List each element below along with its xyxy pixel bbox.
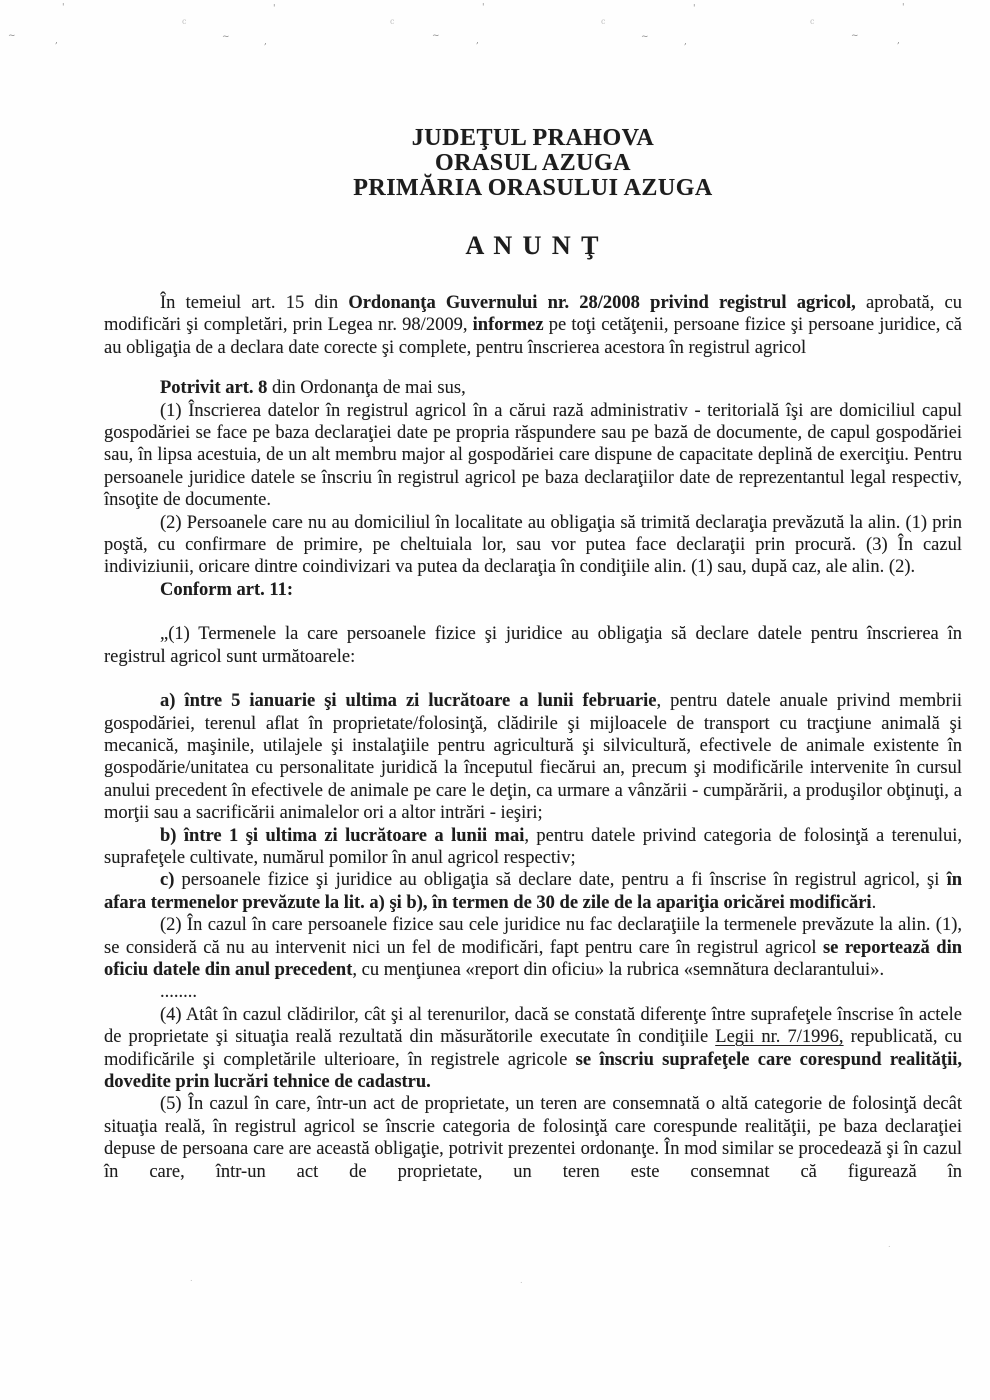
header-line-townhall: PRIMĂRIA ORASULUI AZUGA <box>353 175 713 201</box>
text-segment: Potrivit art. 8 <box>160 378 268 399</box>
text-segment: (1) Înscrierea datelor în registrul agricol în a cărui rază administrativ - teritorială îşi are domiciliul capul gospodăriei se face pe baza declaraţiei date pe propria răspundere sau pe bază de documente, de capul gospodăriei sau, în lipsa acestuia, de un alt membru major al gospodăriei care dispune de capacitate deplină de exerciţiu. Pentru persoanele juridice datele se înscriu în registrul agricol pe baza declaraţiilor date de reprezentantul legal respectiv, însoţite de documente. <box>104 400 962 511</box>
text-segment: persoanele fizice şi juridice au obligaţia să declare date, pentru a fi înscrise în registrul agricol, şi <box>174 870 947 891</box>
text-segment: se reportează din oficiu datele din anul precedent <box>104 937 962 980</box>
paragraph <box>104 869 962 914</box>
document-body <box>104 292 962 1183</box>
paragraph <box>104 1093 962 1183</box>
header-line-county: JUDEŢUL PRAHOVA <box>411 125 655 151</box>
text-segment: c) <box>160 870 175 891</box>
text-segment: (2) În cazul în care persoanele fizice sau cele juridice nu fac declaraţiile la termenele prevăzute la alin. (1), se consideră că nu au intervenit nici un fel de modificări, fapt pentru care în registrul agricol <box>104 915 962 958</box>
text-segment: aprobată, cu modificări şi completări, prin Legea nr. 98/2009, <box>104 293 963 336</box>
paragraph <box>104 292 962 359</box>
paragraph <box>104 579 962 601</box>
text-segment: . <box>871 892 877 913</box>
text-segment: (5) În cazul în care, într-un act de proprietate, un teren are consemnată o altă categorie de folosinţă decât situaţia reală, în registrul agricol se înscrie categoria de folosinţă care corespunde realităţii, pe baza declaraţiei depuse de persoana care are această obligaţie, potrivit prezentei ordonanţe. În mod similar se procedează şi în cazul în care, într-un act de proprietate, un teren este consemnat că figurează în <box>104 1094 962 1182</box>
text-segment: din Ordonanţa de mai sus, <box>267 378 466 399</box>
paragraph <box>104 1004 962 1094</box>
text-segment: „(1) Termenele la care persoanele fizice şi juridice au obligaţia să declare datele pentru înscrierea în registrul agricol sunt următoarele: <box>104 624 962 667</box>
document <box>104 126 962 1183</box>
text-segment: b) între 1 şi ultima zi lucrătoare a lunii mai <box>160 825 525 846</box>
document-header <box>104 126 962 201</box>
text-segment: Ordonanţa Guvernului nr. 28/2008 privind registrul agricol, <box>348 293 856 313</box>
text-segment: Conform art. 11: <box>160 579 294 600</box>
paragraph <box>104 825 962 870</box>
paragraph <box>104 981 962 1003</box>
text-segment: (4) Atât în cazul clădirilor, cât şi al terenurilor, dacă se constată diferenţe între suprafeţele înscrise în actele de proprietate şi situaţia reală rezultată din măsurătorile executate în condiţiile <box>104 1004 962 1048</box>
paragraph <box>104 623 962 668</box>
text-segment: Legii nr. 7/1996, <box>715 1027 844 1048</box>
paragraph <box>104 377 962 399</box>
text-segment: pe toţi cetăţenii, persoane fizice şi persoane juridice, că au obligaţia de a declara date corecte şi complete, pentru înscrierea acestora în registrul agricol <box>104 315 962 358</box>
text-segment: informez <box>472 315 544 336</box>
text-segment: ........ <box>160 982 197 1003</box>
text-segment: (2) Persoanele care nu au domiciliul în localitate au obligaţia să trimită declaraţia prevăzută la alin. (1) prin poştă, cu confirmare de primire, pe cheltuiala lor, sau vor putea face declaraţii prin procură. (3) În cazul indiviziunii, oricare dintre coindivizari va putea da declaraţia în condiţiile alin. (1) sau, după caz, ale alin. (2). <box>104 512 962 578</box>
paragraph <box>104 512 962 579</box>
paragraph <box>104 690 962 824</box>
text-segment: , cu menţiunea «report din oficiu» la rubrica «semnătura declarantului». <box>352 959 885 980</box>
text-segment: în afara termenelor prevăzute la lit. a) şi b), în termen de 30 de zile de la apariţia oricărei modificări <box>104 870 962 913</box>
text-segment: a) între 5 ianuarie şi ultima zi lucrătoare a lunii februarie <box>160 691 657 712</box>
text-segment: , pentru datele privind categoria de folosinţă a terenului, suprafeţele cultivate, numărul pomilor în anul agricol respectiv; <box>104 825 962 868</box>
document-title: A N U N Ţ <box>465 231 601 260</box>
text-segment: , pentru datele anuale privind membrii gospodăriei, terenul aflat în proprietate/folosinţă, clădirile şi mijloacele de transport cu tracţiune animală şi mecanică, maşinile, utilajele şi instalaţiile pentru agricultură şi silvicultură, efectivele de animale existente în gospodărie/unitatea cu personalitate juridică la începutul fiecărui an, precum şi modificările intervenite în cursul anului precedent în efectivele de animale pe care le deţin, ca urmare a vânzării - cumpărării, a produşilor obţinuţi, a morţii sau a sacrificării animalelor ori a altor intrări - ieşiri; <box>104 691 962 824</box>
paragraph <box>104 400 962 512</box>
text-segment: În temeiul art. 15 din <box>160 293 349 313</box>
paragraph <box>104 914 962 981</box>
header-line-town: ORASUL AZUGA <box>434 150 632 176</box>
text-segment: se înscriu suprafeţele care corespund realităţii, dovedite prin lucrări tehnice de cadastru. <box>104 1049 962 1092</box>
text-segment: republicată, cu modificările şi completările ulterioare, în registrele agricole <box>104 1027 963 1070</box>
scanned-document-page: ' ' ' ' ' c c c c ~ ~ ~ ~ ~ , , , , , . . . JUDEŢUL PRAHOVA ORASUL AZUGA PRIMĂRIA ORASULUI AZUGA A N U N Ţ În temeiul art. 15 din Ordonanţa Guvernului nr. 28/2008 privind registrul agricol, aprobată, cu modificări şi completări, prin Legea nr. 98/2009, informez pe toţi cetăţenii, persoane fizice şi persoane juridice, că au obligaţia de a declara date corecte şi complete, pentru înscrierea acestora în registrul agricol Potrivit art. 8 din Ordonanţa de mai sus, (1) Înscrierea datelor în registrul agricol în a cărui rază administrativ - teritorială îşi are domiciliul capul gospodăriei se face pe baza declaraţiei date pe propria răspundere sau pe bază de documente, de capul gospodăriei sau, în lipsa acestuia, de un alt membru major al gospodăriei care dispune de capacitate deplină de exerciţiu. Pentru persoanele juridice datele se înscriu în registrul agricol pe baza declaraţiilor date de reprezentantul legal respectiv, însoţite de documente. (2) Persoanele care nu au domiciliul în localitate au obligaţia să trimită declaraţia prevăzută la alin. (1) prin poştă, cu confirmare de primire, pe cheltuiala lor, sau vor putea face declaraţii prin procură. (3) În cazul indiviziunii, oricare dintre coindivizari va putea da declaraţia în condiţiile alin. (1) sau, după caz, ale alin. (2). Conform art. 11: „(1) Termenele la care persoanele fizice şi juridice au obligaţia să declare datele pentru înscrierea în registrul agricol sunt următoarele: a) între 5 ianuarie şi ultima zi lucrătoare a lunii februarie, pentru datele anuale privind membrii gospodăriei, terenul aflat în proprietate/folosinţă, clădirile şi mijloacele de transport cu tracţiune animală şi mecanică, maşinile, utilajele şi instalaţiile pentru agricultură şi silvicultură, efectivele de animale existente în gospodărie/unitatea cu personalitate juridică la începutul fiecărui an, precum şi modificările intervenite în cursul anului precedent în efectivele de animale pe care le deţin, ca urmare a vânzării - cumpărării, a produşilor obţinuţi, a morţii sau a sacrificării animalelor ori a altor intrări - ieşiri; b) între 1 şi ultima zi lucrătoare a lunii mai, pentru datele privind categoria de folosinţă a terenului, suprafeţele cultivate, numărul pomilor în anul agricol respectiv; c) persoanele fizice şi juridice au obligaţia să declare date, pentru a fi înscrise în registrul agricol, şi în afara termenelor prevăzute la lit. a) şi b), în termen de 30 de zile de la apariţia oricărei modificări. (2) În cazul în care persoanele fizice sau cele juridice nu fac declaraţiile la termenele prevăzute la alin. (1), se consideră că nu au intervenit nici un fel de modificări, fapt pentru care în registrul agricol se reportează din oficiu datele din anul precedent, cu menţiunea «report din oficiu» la rubrica «semnătura declarantului». ........ (4) Atât în cazul clădirilor, cât şi al terenurilor, dacă se constată diferenţe între suprafeţele înscrise în actele de proprietate şi situaţia reală rezultată din măsurătorile executate în condiţiile Legii nr. 7/1996, republicată, cu modificările şi completările ulterioare, în registrele agricole se înscriu suprafeţele care corespund realităţii, dovedite prin lucrări tehnice de cadastru. (5) În cazul în care, într-un act de proprietate, un teren are consemnată o altă categorie de folosinţă decât situaţia reală, în registrul agricol se înscrie categoria de folosinţă care corespunde realităţii, pe baza declaraţiei depuse de persoana care are această obligaţie, potrivit prezentei ordonanţe. În mod similar se procedează şi în cazul în care, într-un act de proprietate, un teren este consemnat că figurează în <box>0 0 990 1400</box>
